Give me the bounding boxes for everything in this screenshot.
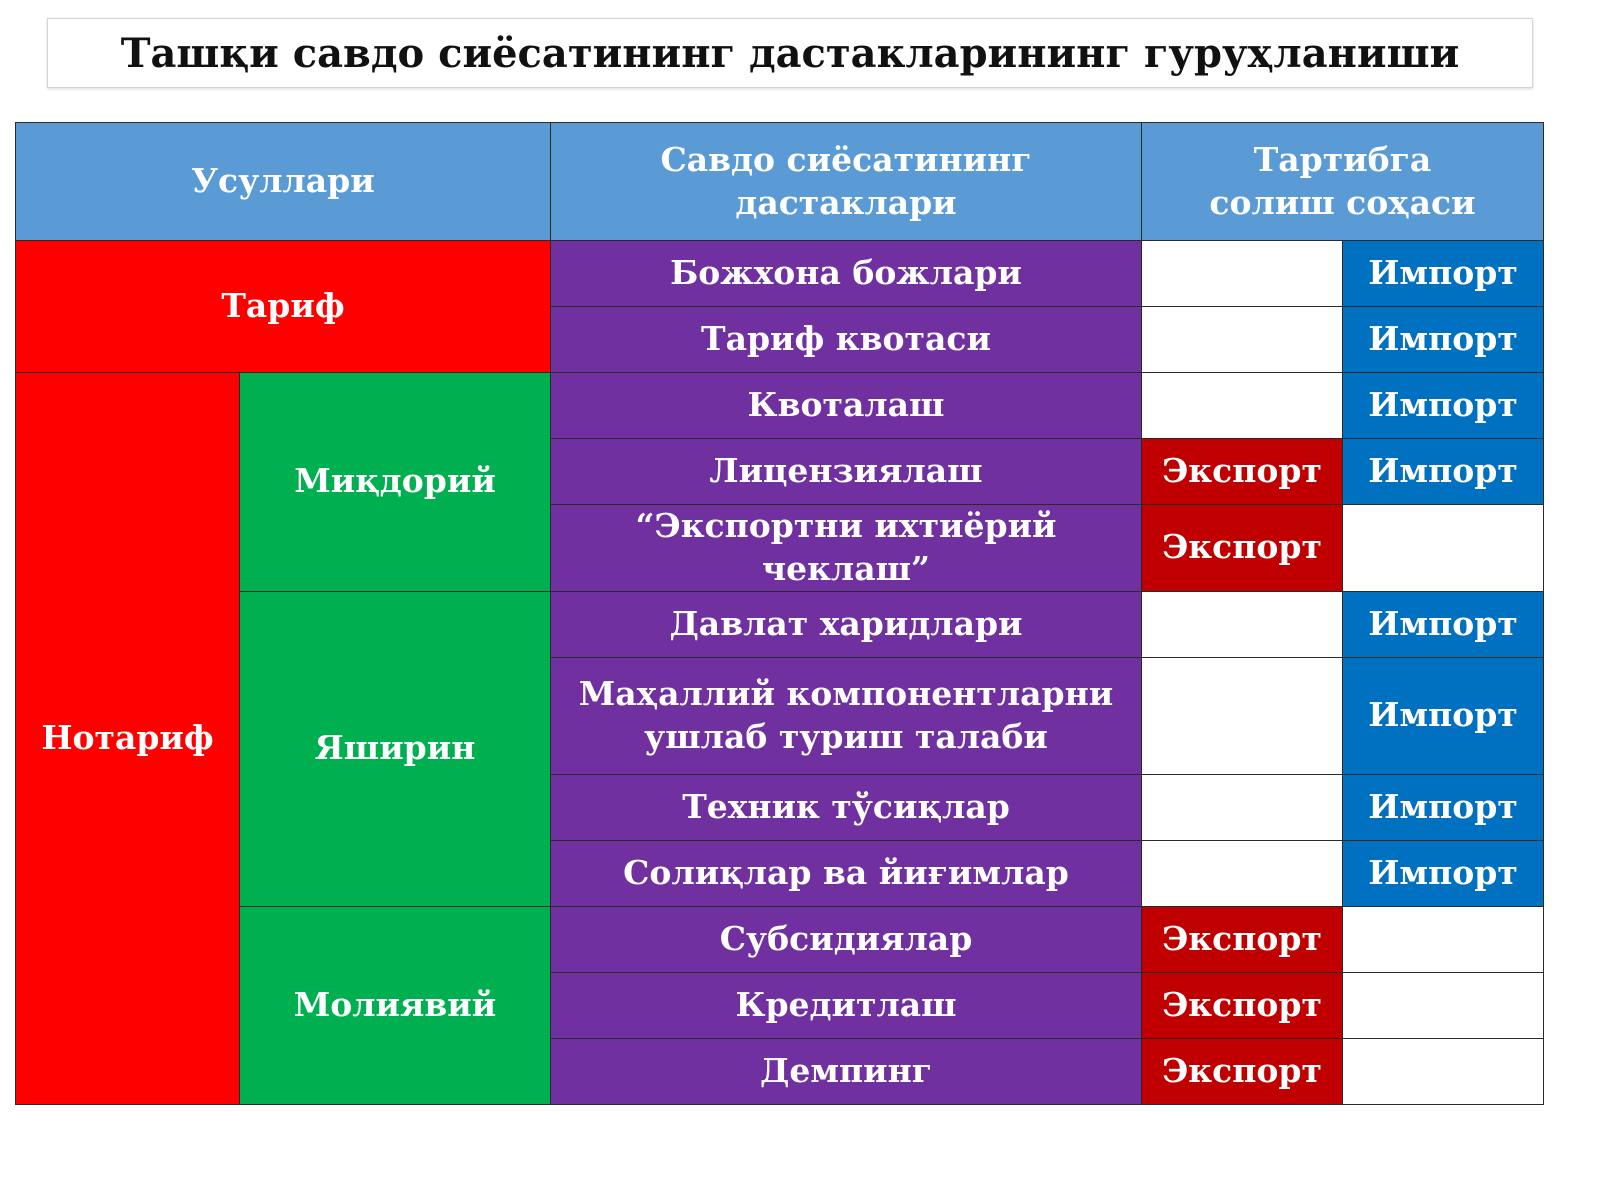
- header-scope-line2: солиш соҳаси: [1209, 182, 1476, 222]
- group-nontariff: Нотариф: [16, 373, 240, 1105]
- table-row: [16, 373, 1544, 439]
- header-instruments: Савдо сиёсатининг дастаклари: [551, 123, 1142, 241]
- group-tariff: Тариф: [16, 241, 551, 373]
- instrument-name: Квоталаш: [551, 373, 1142, 439]
- instruments-table: [15, 122, 1544, 1105]
- export-cell-empty: [1142, 241, 1343, 307]
- header-methods: Усуллари: [16, 123, 551, 241]
- import-cell-empty: [1343, 1038, 1544, 1104]
- instrument-name: Солиқлар ва йиғимлар: [551, 840, 1142, 906]
- import-cell: Импорт: [1343, 307, 1544, 373]
- export-cell: Экспорт: [1142, 972, 1343, 1038]
- page-title: Ташқи савдо сиёсатининг дастакларининг гуруҳланиши: [47, 18, 1533, 88]
- header-scope-line1: Тартибга: [1253, 139, 1432, 179]
- instrument-name-line1: Маҳаллий компонентларни: [578, 673, 1114, 713]
- import-cell-empty: [1343, 505, 1544, 592]
- instrument-name: “Экспортни ихтиёрий чеклаш”: [551, 505, 1142, 592]
- instrument-name: Демпинг: [551, 1038, 1142, 1104]
- export-cell-empty: [1142, 657, 1343, 774]
- export-cell-empty: [1142, 591, 1343, 657]
- import-cell: Импорт: [1343, 840, 1544, 906]
- instrument-name: Тариф квотаси: [551, 307, 1142, 373]
- import-cell-empty: [1343, 906, 1544, 972]
- import-cell: Импорт: [1343, 591, 1544, 657]
- import-cell: Импорт: [1343, 774, 1544, 840]
- table-row: [16, 241, 1544, 307]
- export-cell: Экспорт: [1142, 505, 1343, 592]
- import-cell: Импорт: [1343, 657, 1544, 774]
- instrument-name: [551, 657, 1142, 774]
- header-row: [16, 123, 1544, 241]
- header-scope: [1142, 123, 1544, 241]
- group-hidden: Яширин: [240, 591, 551, 906]
- instrument-name: Божхона божлари: [551, 241, 1142, 307]
- export-cell: Экспорт: [1142, 1038, 1343, 1104]
- export-cell: Экспорт: [1142, 906, 1343, 972]
- instrument-name-line2: ушлаб туриш талаби: [644, 716, 1048, 756]
- import-cell: Импорт: [1343, 439, 1544, 505]
- export-cell: Экспорт: [1142, 439, 1343, 505]
- instrument-name: Субсидиялар: [551, 906, 1142, 972]
- instrument-name: Кредитлаш: [551, 972, 1142, 1038]
- instrument-name: Лицензиялаш: [551, 439, 1142, 505]
- group-financial: Молиявий: [240, 906, 551, 1104]
- instrument-name: Давлат харидлари: [551, 591, 1142, 657]
- export-cell-empty: [1142, 373, 1343, 439]
- export-cell-empty: [1142, 774, 1343, 840]
- export-cell-empty: [1142, 307, 1343, 373]
- instrument-name: Техник тўсиқлар: [551, 774, 1142, 840]
- table-row: [16, 906, 1544, 972]
- group-quantitative: Миқдорий: [240, 373, 551, 592]
- import-cell-empty: [1343, 972, 1544, 1038]
- import-cell: Импорт: [1343, 373, 1544, 439]
- export-cell-empty: [1142, 840, 1343, 906]
- import-cell: Импорт: [1343, 241, 1544, 307]
- table-row: [16, 591, 1544, 657]
